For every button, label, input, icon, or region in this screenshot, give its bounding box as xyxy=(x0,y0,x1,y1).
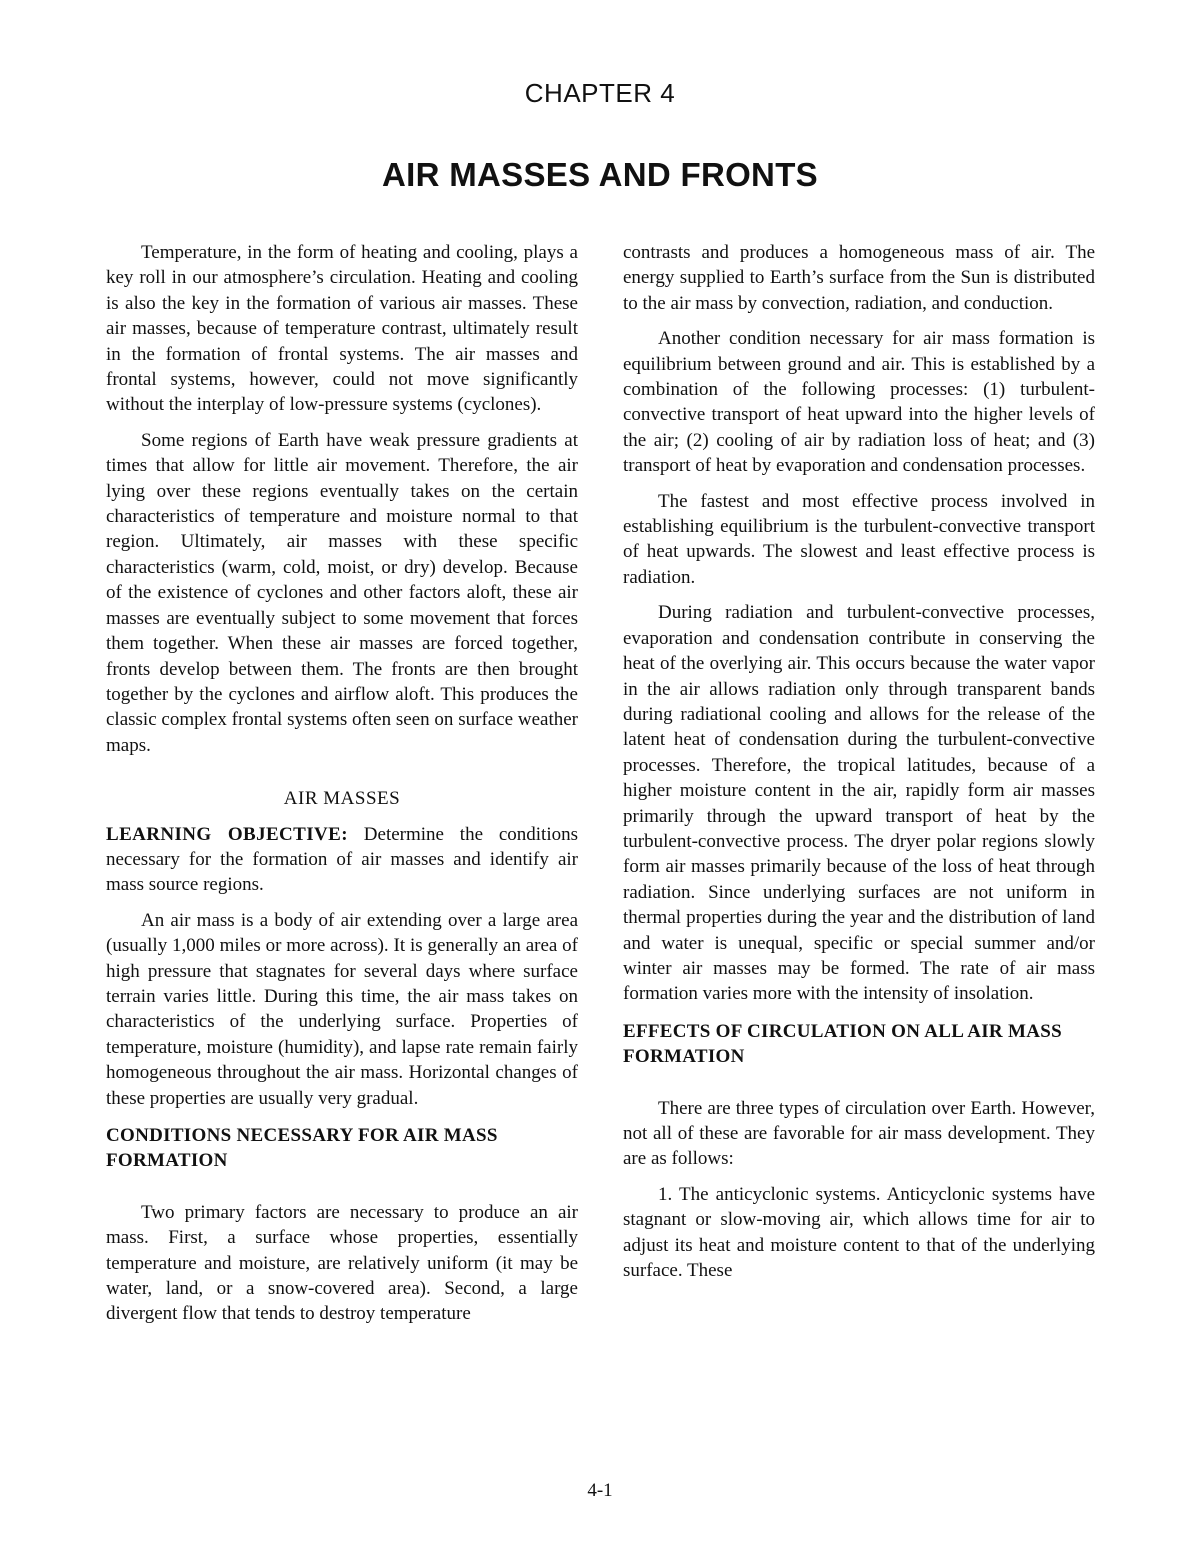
learning-objective-text: Determine the conditions necessary for the formation of air masses and identify air mass source regions. xyxy=(106,823,579,896)
paragraph: An air mass is a body of air extending over a large area (usually 1,000 miles or more across). It is generally an area of high pressure that stagnates for several days where surface terrain varies little. During this time, the air mass takes on characteristics of the underlying surface. Properties of temperature, moisture (humidity), and lapse rate remain fairly homogeneous throughout the air mass. Horizontal changes of these properties are usually very gradual. xyxy=(106,909,578,1109)
subsection-heading: EFFECTS OF CIRCULATION ON ALL AIR MASS FORMATION xyxy=(623,1020,1062,1068)
chapter-label: CHAPTER 4 xyxy=(524,78,676,108)
paragraph: The fastest and most effective process involved in establishing equilibrium is the turbulent-convective transport of heat upwards. The slowest and least effective process is radiation. xyxy=(623,490,1095,588)
right-column xyxy=(623,240,1095,1293)
page-number: 4-1 xyxy=(587,1480,613,1501)
paragraph: contrasts and produces a homogeneous mass of air. The energy supplied to Earth’s surface from the Sun is distributed to the air mass by convection, radiation, and conduction. xyxy=(623,242,1095,314)
learning-objective-label: LEARNING OBJECTIVE: xyxy=(106,823,348,845)
paragraph: 1. The anticyclonic systems. Anticyclonic systems have stagnant or slow-moving air, which allows time for air to adjust its heat and moisture content to that of the underlying surface. These xyxy=(623,1183,1095,1282)
section-heading: AIR MASSES xyxy=(283,788,401,810)
paragraph: Two primary factors are necessary to produce an air mass. First, a surface whose properties, essentially temperature and moisture, are relatively uniform (it may be water, land, or a snow-covered area). Second, a large divergent flow that tends to destroy temperature xyxy=(106,1201,578,1325)
left-column xyxy=(106,240,578,1337)
chapter-title: AIR MASSES AND FRONTS xyxy=(382,156,818,193)
learning-objective xyxy=(106,822,578,898)
paragraph: Another condition necessary for air mass formation is equilibrium between ground and air. This is established by a combination of the following processes: (1) turbulent-convective transport of heat upward into the higher levels of the air; (2) cooling of air by radiation loss of heat; and (3) transport of heat by evaporation and condensation processes. xyxy=(623,328,1095,477)
paragraph: During radiation and turbulent-convective processes, evaporation and condensation contribute in conserving the heat of the overlying air. This occurs because the water vapor in the air allows radiation only through transparent bands during radiational cooling and allows for the release of the latent heat of condensation during the turbulent-convective processes. Therefore, the tropical latitudes, because of a higher moisture content in the air, rapidly form air masses primarily through the upward transport of heat by the turbulent-convective process. The dryer polar regions slowly form air masses primarily because of the loss of heat through radiation. Since underlying surfaces are not uniform in thermal properties during the year and the distribution of land and water is unequal, specific or special summer and/or winter air masses may be formed. The rate of air mass formation varies more with the intensity of insolation. xyxy=(623,602,1095,1005)
paragraph: Temperature, in the form of heating and cooling, plays a key roll in our atmosphere’s circulation. Heating and cooling is also the key in the formation of various air masses. These air masses, because of temperature contrast, ultimately result in the formation of frontal systems. The air masses and frontal systems, however, could not move significantly without the interplay of low-pressure systems (cyclones). xyxy=(106,242,578,416)
paragraph: Some regions of Earth have weak pressure gradients at times that allow for little air movement. Therefore, the air lying over these regions eventually takes on the certain characteristics of temperature and moisture normal to that region. Ultimately, air masses with these specific characteristics (warm, cold, moist, or dry) develop. Because of the existence of cyclones and other factors aloft, these air masses are eventually subject to some movement that forces them together. When these air masses are forced together, fronts develop between them. The fronts are then brought together by the cyclones and airflow aloft. This produces the classic complex frontal systems often seen on surface weather maps. xyxy=(106,429,578,756)
subsection-heading: CONDITIONS NECESSARY FOR AIR MASS FORMATION xyxy=(106,1125,498,1172)
paragraph: There are three types of circulation over Earth. However, not all of these are favorable for air mass development. They are as follows: xyxy=(623,1097,1095,1170)
